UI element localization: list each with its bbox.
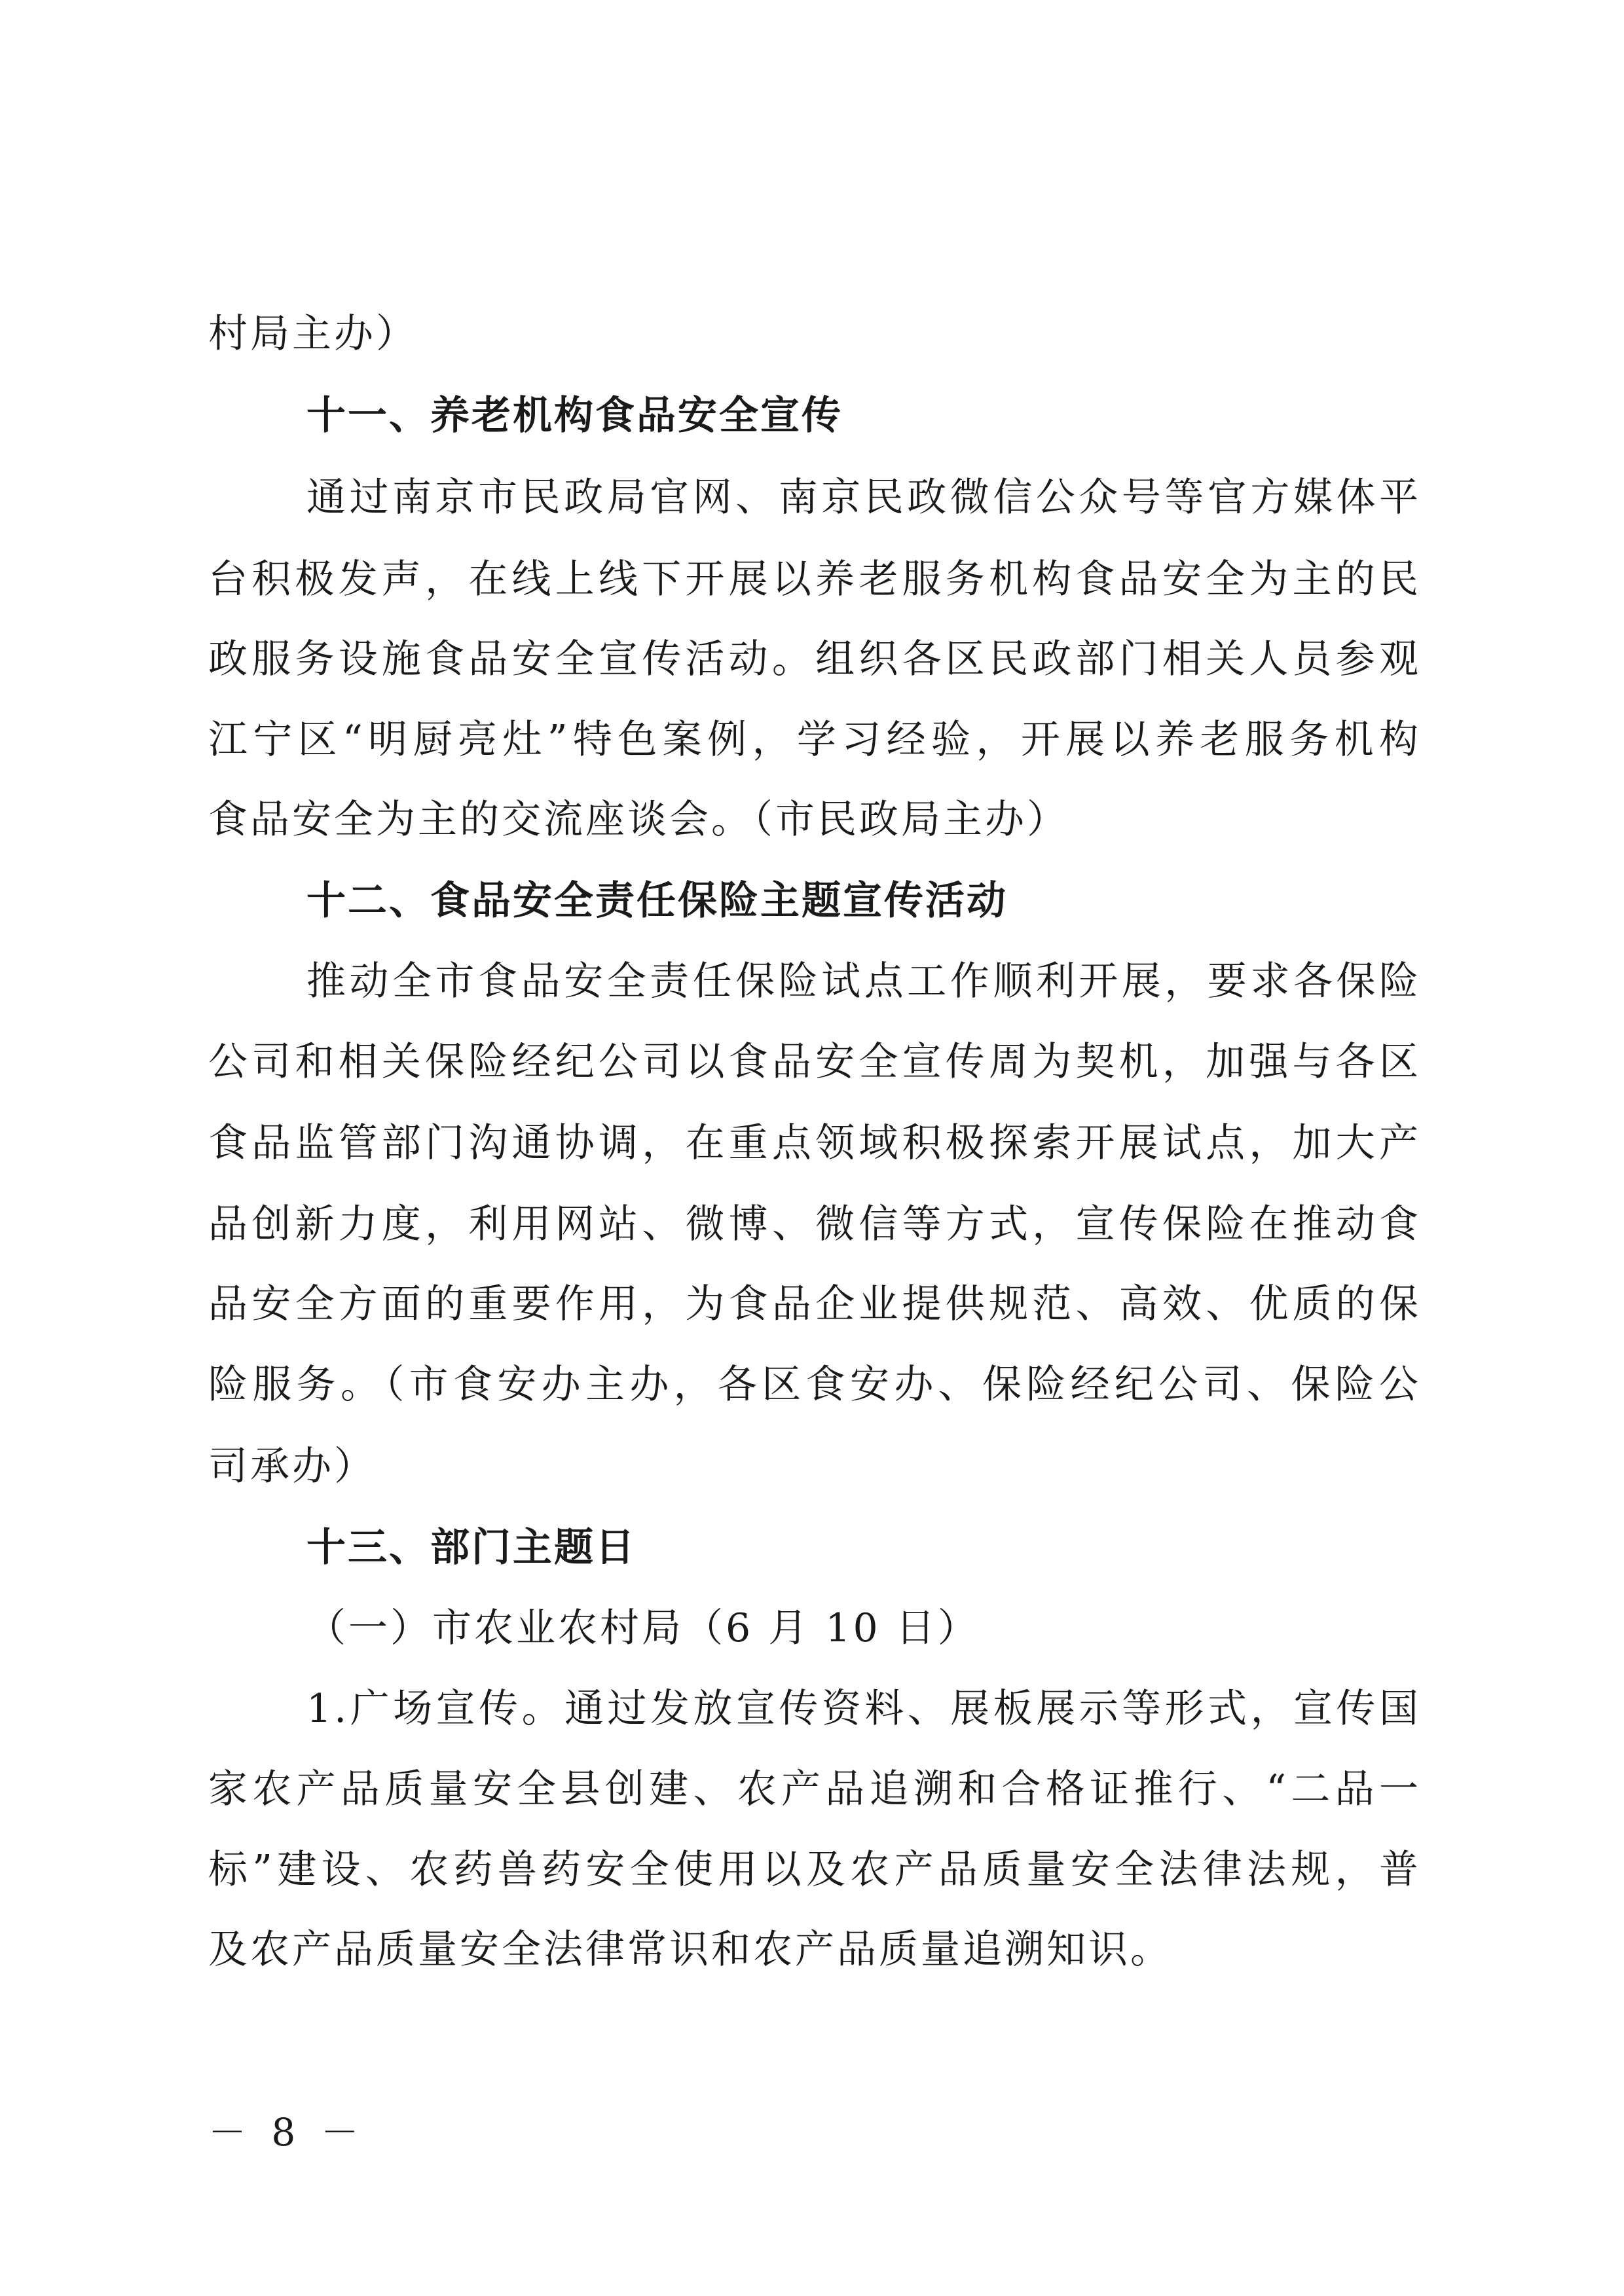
- section-heading-13: 十三、部门主题日: [306, 1525, 637, 1571]
- paragraph-line: 食品监管部门沟通协调，在重点领域积极探索开展试点，加大产: [208, 1120, 1421, 1166]
- page-number: － 8 －: [208, 2110, 365, 2155]
- paragraph-line: 及农产品质量安全法律常识和农产品质量追溯知识。: [208, 1927, 1172, 1973]
- subheading: （一）市农业农村局（6 月 10 日）: [306, 1605, 980, 1651]
- paragraph-line: 推动全市食品安全责任保险试点工作顺利开展，要求各保险: [306, 958, 1421, 1004]
- paragraph-line: 标”建设、农药兽药安全使用以及农产品质量安全法律法规，普: [208, 1847, 1421, 1893]
- paragraph-line: 司承办）: [208, 1444, 376, 1489]
- paragraph-line: 村局主办）: [208, 311, 418, 357]
- paragraph-line: 公司和相关保险经纪公司以食品安全宣传周为契机，加强与各区: [208, 1039, 1421, 1085]
- paragraph-line: 品安全方面的重要作用，为食品企业提供规范、高效、优质的保: [208, 1281, 1421, 1327]
- paragraph-line: 食品安全为主的交流座谈会。（市民政局主办）: [208, 797, 1069, 843]
- paragraph-line: 通过南京市民政局官网、南京民政微信公众号等官方媒体平: [306, 475, 1421, 520]
- paragraph-line: 政服务设施食品安全宣传活动。组织各区民政部门相关人员参观: [208, 636, 1421, 682]
- paragraph-line: 险服务。（市食安办主办，各区食安办、保险经纪公司、保险公: [208, 1362, 1421, 1408]
- section-heading-12: 十二、食品安全责任保险主题宣传活动: [306, 878, 1008, 924]
- paragraph-line: 台积极发声，在线上线下开展以养老服务机构食品安全为主的民: [208, 556, 1421, 602]
- section-heading-11: 十一、养老机构食品安全宣传: [306, 393, 843, 439]
- paragraph-line: 家农产品质量安全县创建、农产品追溯和合格证推行、“二品一: [208, 1766, 1421, 1812]
- paragraph-line: 1.广场宣传。通过发放宣传资料、展板展示等形式，宣传国: [306, 1686, 1421, 1732]
- paragraph-line: 江宁区“明厨亮灶”特色案例，学习经验，开展以养老服务机构: [208, 717, 1421, 763]
- paragraph-line: 品创新力度，利用网站、微博、微信等方式，宣传保险在推动食: [208, 1201, 1421, 1247]
